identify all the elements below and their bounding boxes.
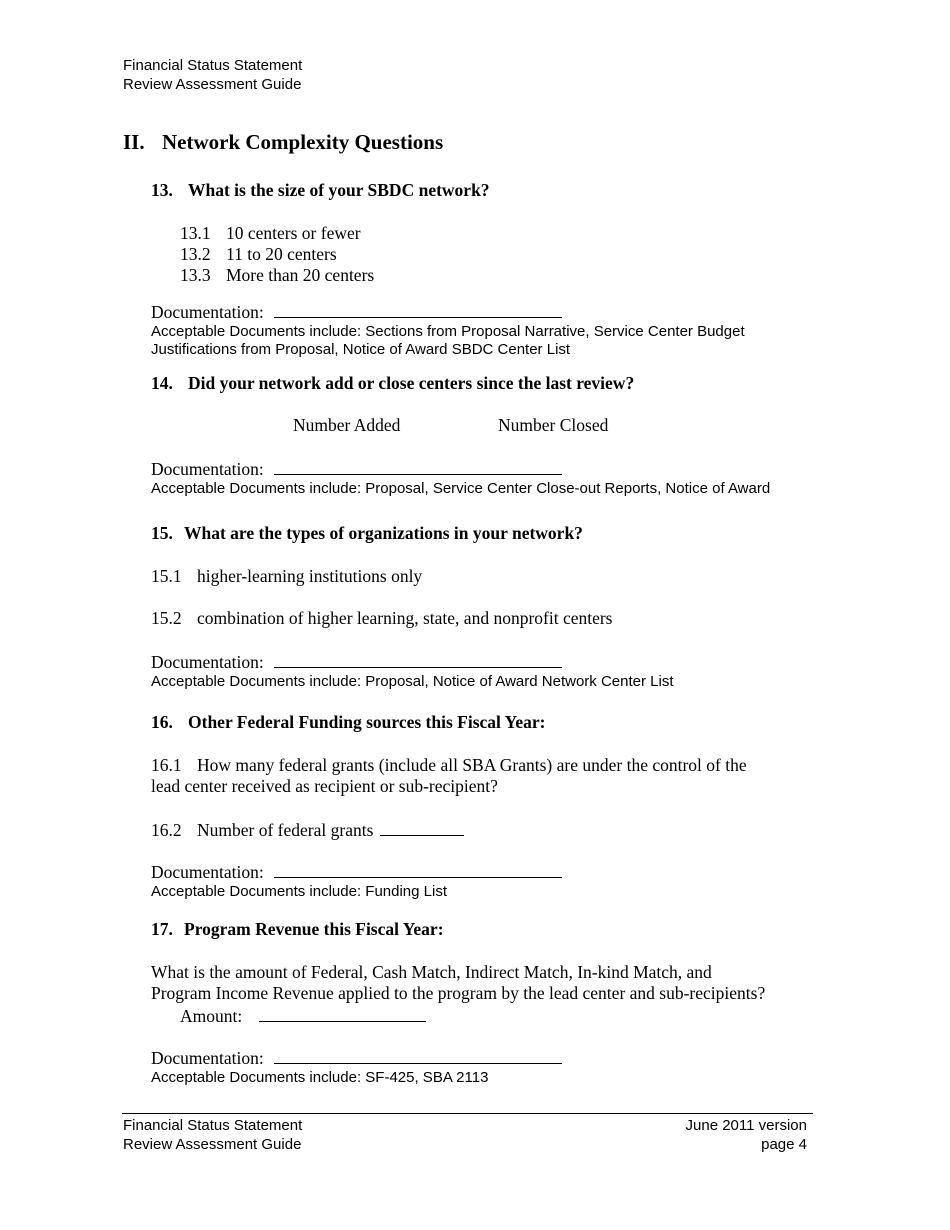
- question-15-title: [151, 523, 583, 544]
- question-17-body-line-2: Program Income Revenue applied to the program by the lead center and sub-recipients?: [151, 983, 766, 1003]
- documentation-13-field[interactable]: [274, 301, 562, 318]
- documentation-15: [151, 651, 562, 673]
- documentation-17: [151, 1047, 562, 1069]
- option-13-1-number: 13.1: [180, 223, 211, 243]
- acceptable-docs-13-line-2: Justifications from Proposal, Notice of Award SBDC Center List: [151, 341, 571, 358]
- documentation-15-label: Documentation:: [151, 652, 264, 672]
- documentation-15-field[interactable]: [274, 651, 562, 668]
- number-added-label: Number Added: [293, 415, 401, 435]
- footer-left: [123, 1116, 302, 1154]
- documentation-13-label: Documentation:: [151, 302, 264, 322]
- item-16-1-text: How many federal grants (include all SBA Grants) are under the control of the: [197, 755, 747, 775]
- page-header: [123, 56, 302, 94]
- acceptable-docs-14: Acceptable Documents include: Proposal, Service Center Close-out Reports, Notice of Award: [151, 480, 771, 497]
- item-16-1-number: 16.1: [151, 755, 182, 775]
- question-14-number: 14.: [151, 373, 173, 393]
- documentation-17-field[interactable]: [274, 1047, 562, 1064]
- option-15-2: [151, 608, 613, 629]
- footer-right: [686, 1116, 807, 1154]
- number-closed-label: Number Closed: [498, 415, 609, 435]
- option-15-1-number: 15.1: [151, 566, 182, 586]
- item-16-1-line-2: lead center received as recipient or sub-recipient?: [151, 776, 498, 796]
- question-16-number: 16.: [151, 712, 173, 732]
- option-13-1: [180, 223, 361, 244]
- documentation-14: [151, 458, 562, 480]
- question-15-number: 15.: [151, 523, 173, 543]
- amount-row: [180, 1005, 426, 1027]
- option-13-3-number: 13.3: [180, 265, 211, 285]
- question-17-body-line-1: What is the amount of Federal, Cash Match, Indirect Match, In-kind Match, and: [151, 962, 712, 982]
- documentation-16-field[interactable]: [274, 861, 562, 878]
- question-17-text: Program Revenue this Fiscal Year:: [184, 919, 444, 939]
- section-heading: [123, 130, 443, 155]
- option-15-2-number: 15.2: [151, 608, 182, 628]
- item-16-2: [151, 819, 464, 841]
- header-line-1: Financial Status Statement: [123, 57, 303, 74]
- question-13-number: 13.: [151, 180, 173, 200]
- documentation-16: [151, 861, 562, 883]
- option-13-3: [180, 265, 374, 286]
- documentation-16-label: Documentation:: [151, 862, 264, 882]
- section-number: II.: [123, 130, 145, 154]
- acceptable-docs-15: Acceptable Documents include: Proposal, Notice of Award Network Center List: [151, 673, 674, 690]
- footer-left-line-1: Financial Status Statement: [123, 1117, 303, 1134]
- footer-divider: [122, 1113, 813, 1114]
- federal-grants-count-field[interactable]: [380, 819, 464, 836]
- footer-left-line-2: Review Assessment Guide: [123, 1136, 302, 1153]
- option-13-1-label: 10 centers or fewer: [226, 223, 361, 243]
- option-13-2: [180, 244, 337, 265]
- question-16-text: Other Federal Funding sources this Fiscal Year:: [188, 712, 546, 732]
- option-15-1: [151, 566, 422, 587]
- item-16-1-line-1: [151, 755, 747, 776]
- option-15-2-label: combination of higher learning, state, and nonprofit centers: [197, 608, 613, 628]
- documentation-13: [151, 301, 562, 323]
- question-16-title: [151, 712, 545, 733]
- question-17-title: [151, 919, 444, 940]
- question-14-text: Did your network add or close centers since the last review?: [188, 373, 635, 393]
- option-13-3-label: More than 20 centers: [226, 265, 375, 285]
- documentation-14-field[interactable]: [274, 458, 562, 475]
- documentation-14-label: Documentation:: [151, 459, 264, 479]
- option-13-2-label: 11 to 20 centers: [226, 244, 337, 264]
- acceptable-docs-13-line-1: Acceptable Documents include: Sections from Proposal Narrative, Service Center Budget: [151, 323, 745, 340]
- question-14-title: [151, 373, 634, 394]
- acceptable-docs-17: Acceptable Documents include: SF-425, SBA 2113: [151, 1069, 489, 1086]
- question-15-text: What are the types of organizations in your network?: [184, 523, 583, 543]
- acceptable-docs-16: Acceptable Documents include: Funding List: [151, 883, 448, 900]
- option-13-2-number: 13.2: [180, 244, 211, 264]
- item-16-2-number: 16.2: [151, 820, 182, 840]
- footer-version: June 2011 version: [685, 1117, 807, 1134]
- amount-label: Amount:: [180, 1006, 243, 1026]
- footer-page-number: page 4: [761, 1136, 807, 1153]
- question-17-number: 17.: [151, 919, 173, 939]
- option-15-1-label: higher-learning institutions only: [197, 566, 423, 586]
- section-title: Network Complexity Questions: [162, 130, 444, 154]
- question-13-text: What is the size of your SBDC network?: [188, 180, 490, 200]
- header-line-2: Review Assessment Guide: [123, 76, 302, 93]
- question-13-title: [151, 180, 490, 201]
- amount-field[interactable]: [259, 1005, 426, 1022]
- item-16-2-label: Number of federal grants: [197, 820, 374, 840]
- documentation-17-label: Documentation:: [151, 1048, 264, 1068]
